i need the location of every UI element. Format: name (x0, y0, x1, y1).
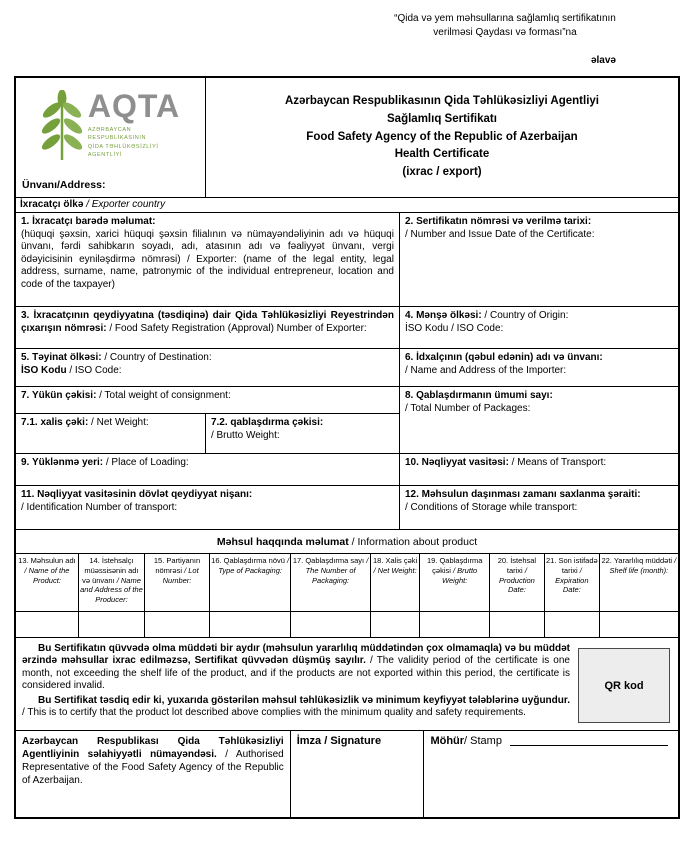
field-7-1-label-az: 7.1. xalis çəki: (21, 417, 89, 428)
product-col-18 (371, 554, 421, 611)
product-data-cell (490, 612, 545, 637)
representative-en: / Authorised Representative of the Food Safety Agency of the Republic of Azerbaijan. (22, 749, 284, 786)
product-table-empty-row (16, 612, 678, 638)
logo-subtext-line: QİDA TƏHLÜKƏSİZLİYİ (87, 143, 159, 150)
row-field-3-4 (16, 307, 678, 349)
col-14-en: / Name and Address of the Producer: (80, 575, 143, 604)
field-1-label-az: 1. İxracatçı barədə məlumat: (21, 216, 156, 227)
footer-row (16, 731, 678, 817)
header-row (16, 78, 678, 198)
field-7-label-az: 7. Yükün çəkisi: (21, 390, 97, 401)
product-section-title (16, 530, 678, 554)
title-line-az-2: Sağlamlıq Sertifikatı (387, 112, 497, 125)
col-20-az: 20. İstehsal tarixi (497, 556, 537, 575)
logo-acronym: AQTA (87, 88, 181, 124)
field-12-label-az: 12. Məhsulun daşınması zamanı saxlanma şəraiti: (404, 489, 641, 500)
field-5-label-en: / Country of Destination: (101, 352, 212, 363)
product-table-header (16, 554, 678, 612)
field-certificate-number (400, 213, 678, 306)
product-data-cell (420, 612, 490, 637)
validity-p2-az: Bu Sertifikat təsdiq edir ki, yuxarıda göstərilən məhsul təhlükəsizlik və minimum keyfiyyət tələblərinə uyğundur. (38, 694, 570, 706)
col-19-en: / Brutto Weight: (442, 565, 478, 585)
title-line-az-1: Azərbaycan Respublikasının Qida Təhlükəsizliyi Agentliyi (284, 94, 599, 107)
field-transport-id (16, 486, 400, 529)
product-col-13 (16, 554, 79, 611)
field-exporter-info (16, 213, 400, 306)
field-weight-group (16, 387, 400, 453)
field-6-label-en: / Name and Address of the Importer: (404, 364, 567, 376)
col-22-az: 22. Yararlılıq müddəti (601, 556, 673, 565)
col-18-az: 18. Xalis çəki (373, 556, 418, 565)
field-total-packages (400, 387, 678, 453)
row-field-11-12 (16, 486, 678, 530)
field-2-label-en: / Number and Issue Date of the Certificate: (404, 228, 595, 240)
product-col-20 (490, 554, 545, 611)
note-line-2: verilməsi Qaydası və forması”na (433, 26, 577, 38)
field-place-of-loading (16, 454, 400, 485)
field-7-2-label-az: 7.2. qablaşdırma çəkisi: (210, 417, 324, 428)
aqta-logo (20, 90, 201, 169)
product-data-cell (291, 612, 370, 637)
field-7-1-label-en: / Net Weight: (88, 417, 149, 428)
field-11-label-en: / Identification Number of transport: (21, 501, 178, 513)
stamp-cell (424, 731, 678, 817)
field-7-2-label-en: / Brutto Weight: (210, 429, 280, 441)
field-weight-subrow (16, 414, 399, 453)
field-means-of-transport (400, 454, 678, 485)
product-data-cell (545, 612, 600, 637)
top-regulation-note (340, 12, 670, 39)
col-16-az: 16. Qablaşdırma növü (211, 556, 285, 565)
row-field-5-6 (16, 349, 678, 387)
product-col-16 (210, 554, 291, 611)
field-3-label-en: / Food Safety Registration (Approval) Number of Exporter: (106, 322, 367, 334)
title-line-en-1: Food Safety Agency of the Republic of Azerbaijan (306, 130, 578, 143)
field-9-label-az: 9. Yüklənmə yeri: (21, 457, 104, 468)
signature-cell (291, 731, 425, 817)
field-brutto-weight (206, 414, 399, 453)
exporter-country-az: İxracatçı ölkə (20, 199, 84, 210)
validity-paragraph-2 (22, 695, 570, 720)
field-4-label-en: / Country of Origin: (481, 310, 569, 321)
col-17-en: / The Number of Packaging: (305, 556, 369, 585)
product-col-17 (291, 554, 370, 611)
field-country-of-origin (400, 307, 678, 348)
field-importer (400, 349, 678, 386)
row-field-9-10 (16, 454, 678, 486)
field-total-weight (16, 387, 399, 414)
field-storage-conditions (400, 486, 678, 529)
product-data-cell (16, 612, 79, 637)
field-6-label-az: 6. İdxalçının (qəbul edənin) adı və ünvanı: (404, 352, 603, 363)
col-19-az: 19. Qablaşdırma çəkisi (426, 556, 483, 575)
qr-code-placeholder (578, 648, 670, 723)
field-2-label-az: 2. Sertifikatın nömrəsi və verilmə tarixi: (404, 216, 592, 227)
stamp-label-az: Möhür (430, 735, 465, 747)
product-title-en: / Information about product (348, 535, 478, 548)
field-1-detail: (hüquqi şəxsin, xarici hüquqi şəxsin filialının və nümayəndəliyinin adı və hüquqi ünvanı, fərdi sahibkarın soyadı, adı, atasının adı və fəaliyyət ünvanı, vergi ödəyicisinin eyniləşdirmə nömrəsi) (21, 228, 394, 265)
field-4-iso-code: İSO Kodu / ISO Code: (404, 322, 504, 334)
col-17-az: 17. Qablaşdırma sayı (292, 556, 365, 565)
signature-label: İmza / Signature (296, 735, 382, 747)
col-20-en: / Production Date: (498, 565, 535, 595)
product-data-cell (600, 612, 678, 637)
col-15-en: / Lot Number: (162, 565, 199, 585)
representative-az: Azərbaycan Respublikası Qida Təhlükəsizliyi Agentliyinin səlahiyyətli nümayəndəsi. (22, 736, 284, 760)
col-15-az: 15. Partiyanın nömrəsi (153, 556, 201, 575)
logo-subtext (88, 126, 180, 159)
product-col-15 (145, 554, 210, 611)
logo-text-block (88, 90, 180, 169)
col-14-az: 14. İstehsalçı müəssisənin adı və ünvanı (82, 556, 139, 585)
qr-label: QR kod (604, 679, 644, 692)
exporter-country-row (16, 198, 678, 213)
validity-paragraph-1 (22, 643, 570, 693)
field-9-label-en: / Place of Loading: (103, 457, 189, 468)
validity-section (16, 638, 678, 731)
validity-p1-en: / The validity period of the certificate is one month, not exceeding the shelf life of the product, and if the products are not exported within this period, the certificate is considered invalid. (22, 655, 570, 692)
field-country-of-destination (16, 349, 400, 386)
field-5-iso-az: İSO Kodu (21, 364, 67, 376)
note-line-1: “Qida və yem məhsullarına sağlamlıq sertifikatının (394, 13, 616, 24)
field-registration-number (16, 307, 400, 348)
field-net-weight (16, 414, 206, 453)
col-22-en: / Shelf life (month): (609, 556, 677, 575)
field-10-label-en: / Means of Transport: (508, 457, 607, 468)
col-13-az: 13. Məhsulun adı (18, 556, 76, 565)
product-col-22 (600, 554, 678, 611)
product-data-cell (145, 612, 210, 637)
field-3-label-az: 3. İxracatçının qeydiyyatına (təsdiqinə) dair Qida Təhlükəsizliyi Reyestrindən çıxarışın nömrəsi: (21, 310, 394, 334)
title-line-en-2: Health Certificate (394, 148, 490, 161)
validity-text (22, 643, 570, 725)
product-data-cell (210, 612, 291, 637)
certificate-frame (14, 76, 680, 819)
field-8-label-en: / Total Number of Packages: (404, 402, 531, 414)
product-title-az: Məhsul haqqında məlumat (216, 535, 349, 548)
product-col-19 (420, 554, 490, 611)
row-field-1-2 (16, 213, 678, 307)
product-col-14 (79, 554, 145, 611)
product-data-cell (371, 612, 421, 637)
logo-subtext-line: RESPUBLİKASININ (87, 135, 147, 142)
field-5-iso-en: / ISO Code: (66, 364, 122, 376)
authorised-representative (16, 731, 291, 817)
stamp-label-en: / Stamp (464, 735, 502, 747)
exporter-country-en: / Exporter country (83, 199, 166, 210)
exporter-country-label (20, 199, 165, 211)
logo-subtext-line: AZƏRBAYCAN (87, 127, 132, 133)
col-18-en: / Net Weight: (373, 565, 417, 575)
stamp-line (510, 735, 668, 746)
wheat-icon (41, 90, 83, 169)
certificate-title (206, 78, 678, 197)
validity-p1-az: Bu Sertifikatın qüvvədə olma müddəti bir aydır (məhsulun yararlılıq müddətindən çox olmamaqla) və bu müddət ərzində məhsullar ixrac edilməzsə, Sertifikat qüvvədən düşmüş sayılır. (22, 643, 570, 667)
address-label: Ünvanı/Address: (22, 178, 106, 191)
col-21-az: 21. Son istifadə tarixi (545, 556, 598, 575)
annex-label: əlavə (590, 55, 616, 66)
field-1-label-en: / Exporter: (name of the legal entity, legal address, surname, name, patronymic of the individual entrepreneur, location and code of the taxpayer) (21, 253, 394, 290)
col-16-en: / Type of Packaging: (218, 556, 290, 575)
field-10-label-az: 10. Nəqliyyat vasitəsi: (404, 457, 509, 468)
logo-cell (16, 78, 206, 197)
field-11-label-az: 11. Nəqliyyat vasitəsinin dövlət qeydiyyat nişanı: (21, 489, 253, 500)
row-field-7-8 (16, 387, 678, 454)
title-line-mode: (ixrac / export) (402, 166, 482, 179)
field-12-label-en: / Conditions of Storage while transport: (404, 501, 578, 513)
logo-subtext-line: AGENTLİYİ (87, 151, 122, 158)
validity-p2-en: / This is to certify that the product lot described above complies with the minimum quality and safety requirements. (22, 706, 526, 718)
col-21-en: / Expiration Date: (555, 565, 589, 595)
col-13-en: / Name of the Product: (24, 565, 70, 585)
field-4-label-az: 4. Mənşə ölkəsi: (404, 310, 482, 321)
product-col-21 (545, 554, 600, 611)
product-title-text (217, 536, 477, 548)
field-8-label-az: 8. Qablaşdırmanın ümumi sayı: (404, 390, 553, 401)
field-5-label-az: 5. Təyinat ölkəsi: (21, 352, 102, 363)
field-7-label-en: / Total weight of consignment: (96, 390, 231, 401)
product-data-cell (79, 612, 145, 637)
